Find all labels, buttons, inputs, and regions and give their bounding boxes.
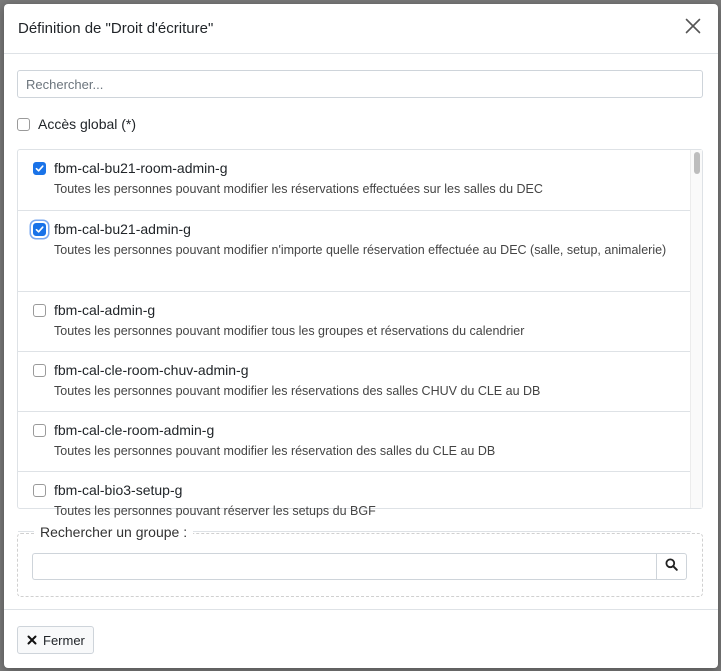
modal-body	[4, 54, 718, 597]
modal-footer	[4, 609, 718, 668]
group-text	[54, 481, 376, 522]
global-access-checkbox[interactable]	[17, 118, 30, 131]
list-item[interactable]	[18, 352, 691, 412]
group-checkbox[interactable]	[33, 304, 46, 317]
scrollbar-thumb[interactable]	[694, 152, 700, 174]
close-icon	[27, 635, 37, 645]
list-item[interactable]	[18, 292, 691, 352]
group-description: Toutes les personnes pouvant réserver les setups du BGF	[54, 504, 376, 518]
list-item[interactable]	[18, 150, 691, 211]
group-checkbox[interactable]	[33, 223, 46, 236]
group-list-items	[18, 150, 691, 532]
global-access-row[interactable]	[17, 112, 705, 136]
group-checkbox[interactable]	[33, 162, 46, 175]
group-checkbox[interactable]	[33, 484, 46, 497]
group-name: fbm-cal-bu21-admin-g	[54, 221, 191, 237]
group-text	[54, 301, 524, 342]
group-checkbox[interactable]	[33, 424, 46, 437]
check-icon	[35, 225, 44, 234]
group-list-scrollbar[interactable]	[690, 150, 702, 508]
group-search-fieldset	[17, 524, 703, 597]
group-list[interactable]	[17, 149, 703, 518]
group-text	[54, 220, 666, 261]
search-icon	[665, 558, 678, 576]
group-description: Toutes les personnes pouvant modifier les réservations effectuées sur les salles du DEC	[54, 182, 543, 196]
modal-header	[4, 4, 718, 54]
group-definition-modal	[4, 4, 718, 668]
group-search-button[interactable]	[656, 553, 687, 580]
group-name: fbm-cal-cle-room-admin-g	[54, 422, 215, 438]
search-input[interactable]	[17, 70, 703, 98]
global-access-label: Accès global (*)	[38, 116, 137, 132]
group-search-input[interactable]	[32, 553, 656, 580]
group-text	[54, 361, 540, 402]
group-text	[54, 421, 495, 462]
group-description: Toutes les personnes pouvant modifier tous les groupes et réservations du calendrier	[54, 324, 525, 338]
group-name: fbm-cal-bu21-room-admin-g	[54, 160, 228, 176]
check-icon	[35, 164, 44, 173]
list-item[interactable]	[18, 211, 691, 292]
group-name: fbm-cal-bio3-setup-g	[54, 482, 183, 498]
close-icon	[685, 18, 701, 39]
group-name: fbm-cal-cle-room-chuv-admin-g	[54, 362, 249, 378]
modal-close-button[interactable]	[680, 16, 706, 42]
modal-title: Définition de "Droit d'écriture"	[18, 20, 214, 37]
group-text	[54, 159, 543, 200]
group-search-legend: Rechercher un groupe :	[34, 524, 193, 540]
close-button-label: Fermer	[43, 632, 85, 648]
group-checkbox[interactable]	[33, 364, 46, 377]
close-button[interactable]	[17, 626, 94, 654]
list-item[interactable]	[18, 472, 691, 532]
group-search-input-group	[32, 553, 687, 580]
group-description: Toutes les personnes pouvant modifier n'importe quelle réservation effectuée au DEC (salle, setup, animalerie)	[54, 243, 667, 257]
group-name: fbm-cal-admin-g	[54, 302, 156, 318]
group-description: Toutes les personnes pouvant modifier les réservations des salles CHUV du CLE au DB	[54, 384, 541, 398]
list-item[interactable]	[18, 412, 691, 472]
group-description: Toutes les personnes pouvant modifier les réservation des salles du CLE au DB	[54, 444, 496, 458]
